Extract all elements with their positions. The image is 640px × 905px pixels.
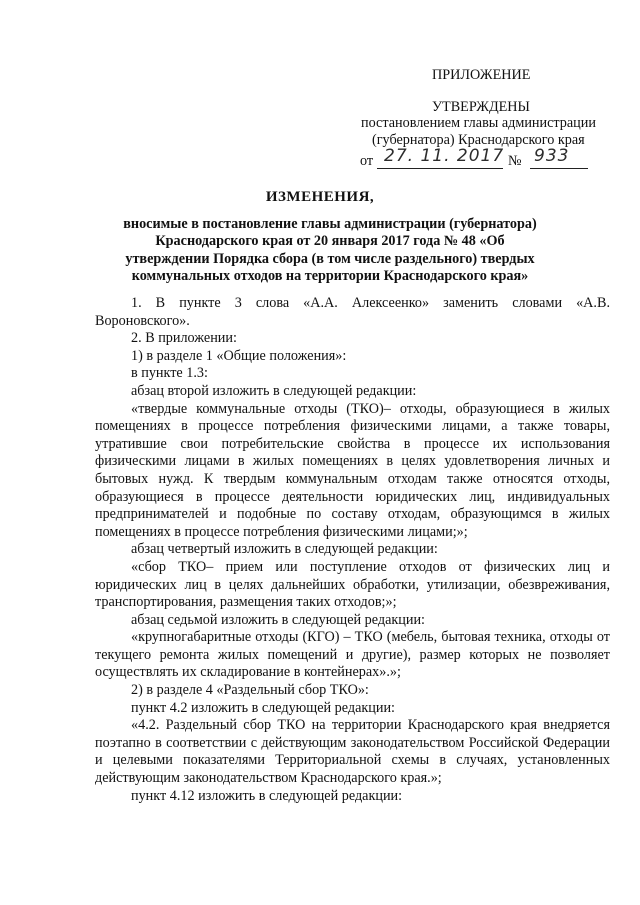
paragraph: «сбор ТКО– прием или поступление отходов от физических лиц и юридических лиц в целях дальнейших обработки, утилизации, обезвреживания, транспортирования, размещения таких отходов;»;: [95, 558, 610, 611]
handwritten-number: 933: [534, 146, 570, 166]
paragraph: абзац седьмой изложить в следующей редакции:: [131, 611, 426, 628]
resolution-line-1: постановлением главы администрации: [361, 115, 596, 131]
paragraph: абзац четвертый изложить в следующей редакции:: [131, 541, 438, 558]
date-underline: [377, 168, 503, 169]
annex-label: ПРИЛОЖЕНИЕ: [432, 67, 531, 83]
handwritten-date: 27. 11. 2017: [384, 146, 505, 166]
date-number-line: [360, 148, 610, 170]
approved-label: УТВЕРЖДЕНЫ: [432, 99, 530, 115]
date-prefix: от: [360, 153, 374, 169]
paragraph: абзац второй изложить в следующей редакции:: [131, 382, 417, 399]
paragraph: «твердые коммунальные отходы (ТКО)– отходы, образующиеся в жилых помещениях в процессе потребления физическими лицами, а также товары, утратившие свои потребительские свойства в процессе их использования физическими лицами в жилых помещениях в целях удовлетворения личных и бытовых нужд. К твердым коммунальным отходам также относятся отходы, образующиеся в процессе деятельности юридических лиц, индивидуальных предпринимателей и подобные по составу отходам, образующимся в жилых помещениях в процессе потребления физическими лицами;»;: [95, 400, 610, 540]
document-subtitle: вносимые в постановление главы администрации (губернатора) Краснодарского края от 20 января 2017 года № 48 «Об утверждении Порядка сбора (в том числе раздельного) твердых коммунальных отходов на территории Краснодарского края»: [123, 216, 537, 285]
paragraph: 2. В приложении:: [131, 330, 237, 347]
paragraph: 2) в разделе 4 «Раздельный сбор ТКО»:: [131, 682, 369, 699]
paragraph: 1) в разделе 1 «Общие положения»:: [131, 347, 347, 364]
resolution-line-2: (губернатора) Краснодарского края: [372, 132, 585, 148]
paragraph: «крупногабаритные отходы (КГО) – ТКО (мебель, бытовая техника, отходы от текущего ремонта жилых помещений и другие), размер которых не позволяет осуществлять их складирование в контейнерах».»;: [95, 629, 610, 681]
paragraph: «4.2. Раздельный сбор ТКО на территории Краснодарского края внедряется поэтапно в соответствии с действующим законодательством Российской Федерации и целевыми показателями Территориальной схемы в случаях, установленных действующим законодательством Краснодарского края.»;: [95, 717, 610, 787]
paragraph: пункт 4.2 изложить в следующей редакции:: [131, 699, 395, 716]
paragraph: в пункте 1.3:: [131, 365, 208, 382]
paragraph: пункт 4.12 изложить в следующей редакции:: [131, 787, 403, 804]
number-sign: №: [508, 153, 522, 169]
document-body: [95, 295, 610, 805]
paragraph: 1. В пункте 3 слова «А.А. Алексеенко» заменить словами «А.В. Вороновского».: [95, 295, 610, 329]
number-underline: [530, 168, 588, 169]
document-title: ИЗМЕНЕНИЯ,: [265, 189, 375, 205]
